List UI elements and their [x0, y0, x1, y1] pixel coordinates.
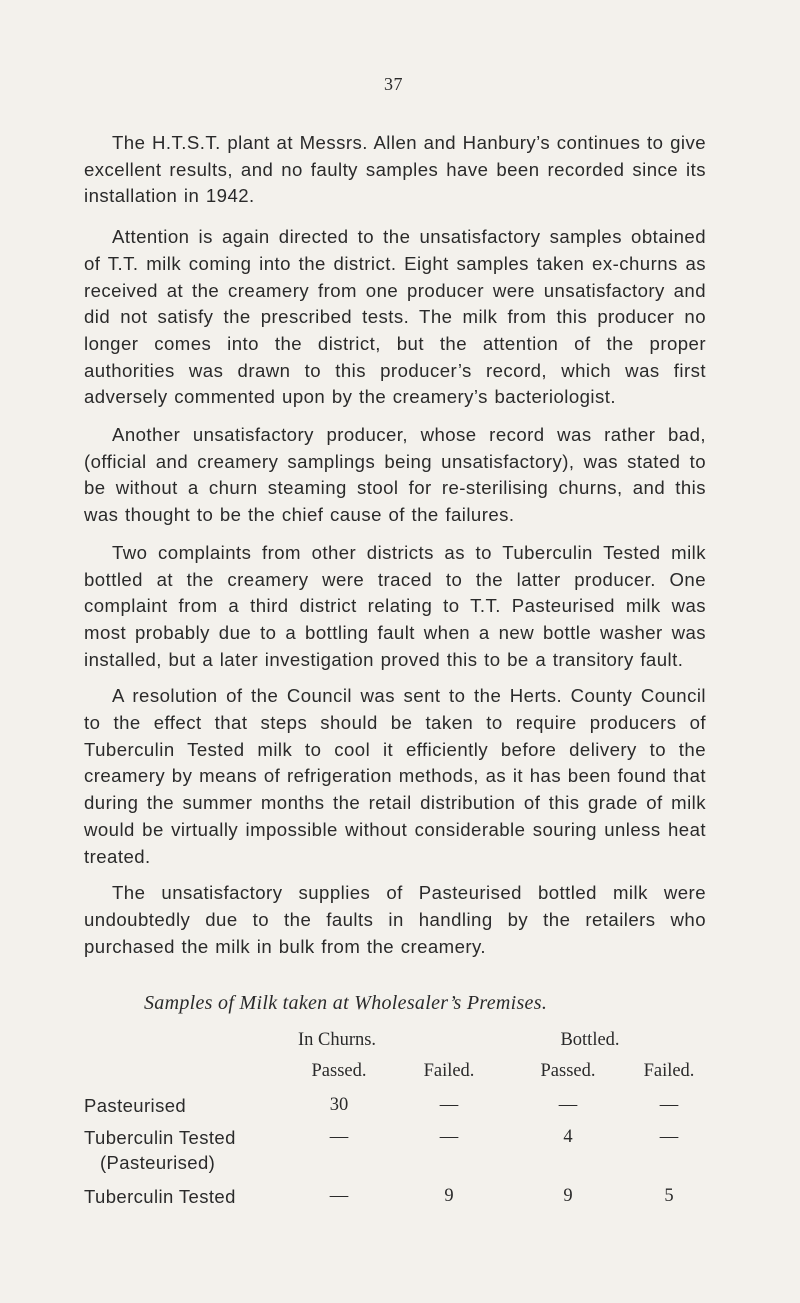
header-churns-failed: Failed. [423, 1061, 475, 1081]
cell-churns-passed: — [329, 1127, 349, 1147]
cell-bottled-passed: 4 [563, 1127, 573, 1147]
header-churns-passed: Passed. [311, 1061, 367, 1081]
paragraph-3: Another unsatisfactory producer, whose record was rather bad, (official and creamery samplings being unsatisfactory), was stated to be without a churn steaming stool for re-sterilising churns, and this was thought to be the chief cause of the failures. [84, 424, 706, 526]
page-number: 37 [384, 74, 403, 94]
cell-bottled-failed: — [659, 1127, 679, 1147]
cell-churns-failed: — [439, 1095, 459, 1115]
row-label-tuberculin-tested: Tuberculin Tested [84, 1186, 236, 1207]
cell-bottled-passed: — [558, 1095, 578, 1115]
paragraph-4: Two complaints from other districts as to Tuberculin Tested milk bottled at the creamery were traced to the latter producer. One complaint from a third district relating to T.T. Pasteurised milk was most probably due to a bottling fault when a new bottle washer was installed, but a later investigation proved this to be a transitory fault. [84, 541, 706, 670]
cell-bottled-passed: 9 [563, 1186, 573, 1206]
paragraph-2: Attention is again directed to the unsatisfactory samples obtained of T.T. milk coming into the district. Eight samples taken ex-churns as received at the creamery from one producer were unsatisfactory and did not satisfy the prescribed tests. The milk from this producer no longer comes into the district, but the attention of the proper authorities was drawn to this producer’s record, which was first adversely commented upon by the creamery’s bacteriologist. [84, 226, 706, 408]
header-bottled-failed: Failed. [643, 1061, 695, 1081]
cell-bottled-failed: — [659, 1095, 679, 1115]
row-label-pasteurised: Pasteurised [84, 1095, 187, 1116]
table-title: Samples of Milk taken at Wholesaler’s Premises. [144, 992, 548, 1014]
header-in-churns: In Churns. [297, 1030, 377, 1050]
paragraph-5: A resolution of the Council was sent to the Herts. County Council to the effect that steps should be taken to require producers of Tuberculin Tested milk to cool it efficiently before delivery to the creamery by means of refrigeration methods, as it has been found that during the summer months the retail distribution of this grade of milk would be virtually impossible without considerable souring unless heat treated. [84, 685, 706, 867]
cell-churns-failed: 9 [444, 1186, 454, 1206]
cell-churns-passed: — [329, 1186, 349, 1206]
paragraph-6: The unsatisfactory supplies of Pasteurised bottled milk were undoubtedly due to the faults in handling by the retailers who purchased the milk in bulk from the creamery. [84, 882, 706, 957]
header-bottled: Bottled. [560, 1030, 620, 1050]
paragraph-1: The H.T.S.T. plant at Messrs. Allen and Hanbury’s continues to give excellent results, and no faulty samples have been recorded since its installation in 1942. [84, 132, 706, 207]
row-label-subtitle: (Pasteurised) [100, 1152, 216, 1173]
cell-bottled-failed: 5 [664, 1186, 674, 1206]
row-label-tuberculin-tested-pasteurised: Tuberculin Tested [84, 1127, 236, 1148]
cell-churns-passed: 30 [329, 1095, 349, 1115]
cell-churns-failed: — [439, 1127, 459, 1147]
header-bottled-passed: Passed. [540, 1061, 596, 1081]
